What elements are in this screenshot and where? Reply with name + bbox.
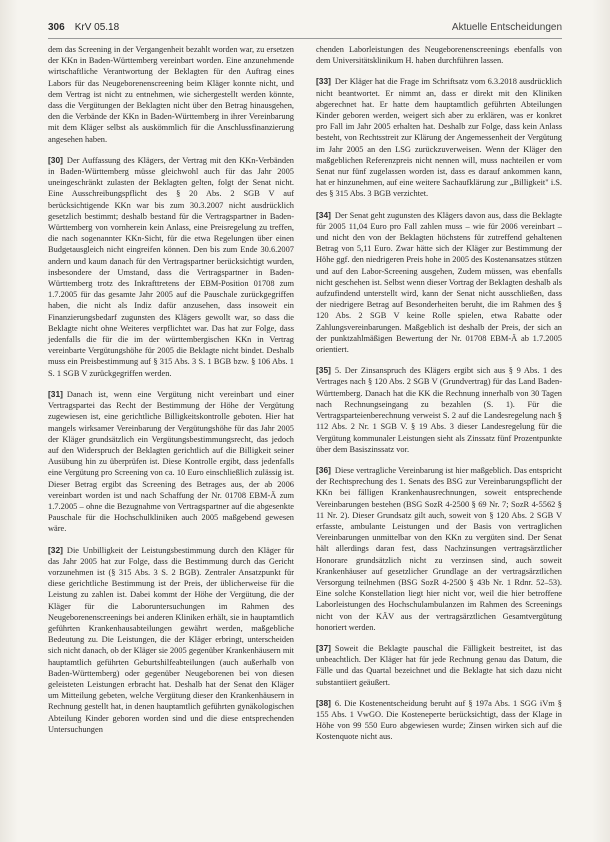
paragraph-number: [31] (48, 388, 63, 399)
paragraph (48, 389, 294, 535)
journal-name: KrV 05.18 (74, 22, 120, 33)
paragraph (48, 44, 294, 145)
header-rule (48, 38, 562, 39)
page-number: 306 (48, 22, 65, 33)
paragraph-number: [38] (316, 697, 331, 708)
paragraph-number: [36] (316, 464, 331, 475)
paragraph-text: Soweit die Beklagte pauschal die Fälligkeit bestreitet, ist das unbeachtlich. Der Kläger hat für jede Rechnung genau das Datum, die Fälle und das Quartal bezeichnet und die Beklagte hat sich dazu nicht substantiiert geäußert. (316, 643, 562, 687)
paragraph-number: [35] (316, 365, 331, 376)
paragraph-number: [30] (48, 154, 63, 165)
paragraph-text: 5. Der Zinsanspruch des Klägers ergibt sich aus § 9 Abs. 1 des Vertrages nach § 120 Abs. 2 SGB V (Grundvertrag) für das Land Baden-Württemberg. Danach hat die KK die Rechnung innerhalb von 30 Tagen nach Rechnungseingang zu bezahlen (S. 1). Für die Vertragsparteienberechnung verweist S. 2 auf die Landesregelung nach § 112 Abs. 2 Nr. 1 SGB V. § 19 Abs. 3 dieser Landesregelung für die Vergütung kommunaler Leistungen sieht als Zinssatz fünf Prozentpunkte über dem Basiszinssatz vor. (316, 366, 562, 454)
paragraph (316, 465, 562, 633)
paragraph (316, 365, 562, 455)
paragraph (316, 643, 562, 688)
paragraph-text: chenden Laborleistungen des Neugeborenenscreenings ebenfalls von dem Universitätsklinikum H. haben durchführen lassen. (316, 45, 562, 66)
paragraph-text: dem das Screening in der Vergangenheit bezahlt worden war, zu ersetzen der KKn in Baden-Württemberg vereinbart worden. Eine anzunehmende wirtschaftliche Verantwortung der Beklagten für den Auftrag eines Labors für das Neugeborenenscreening beim Kläger konnte nicht, und dem Vertrag ist nicht zu entnehmen, wie sichergestellt werden könnte, dass die Vergütungen der Beklagten nicht über den Betrag hinausgehen, den die Verbände der KKn in Baden-Württemberg in ihrer Vereinbarung mit dem Kläger selbst als auskömmlich für die Anschlussfinanzierung angesehen haben. (48, 45, 294, 144)
paragraph-text: Der Senat geht zugunsten des Klägers davon aus, dass die Beklagte für 2005 11,04 Euro pro Fall zahlen muss – wie für 2006 vereinbart – und nicht den von der Beklagten höchstens für zutreffend gehaltenen Betrag von 5,11 Euro. Zwar hätte sich der Kläger zur Bestimmung der Höhe ggf. den niedrigeren Preis hohe in 2005 des Kostenansatzes stützen und auf den Labor-Screening ausgehen, Zudem müssen, was ebenfalls nicht geschehen ist. Selbst wenn dieser Vortrag der Beklagten deshalb als aufzufindend unterstellt wird, kann der Senat nicht ausschließen, dass der niedrigere Betrag auf Besonderheiten beruht, die im Rahmen des § 120 Abs. 2 SGB V keine Rolle spielen, etwa Rabatte oder Zahlungsvereinbarungen. Maßgeblich ist deshalb der Preis, der sich an der punktzahlmäßigen Bewertung der Nr. 01708 EBM-Ä ab 1.7.2005 orientiert. (316, 210, 562, 355)
paragraph-text: Die Unbilligkeit der Leistungsbestimmung durch den Kläger für das Jahr 2005 hat zur Folge, dass die Bestimmung durch das Gericht vorzunehmen ist (§ 315 Abs. 3 S. 2 BGB). Zentraler Ansatzpunkt für diese gerichtliche Bestimmung ist der Preis, der üblicherweise für die Leistung zu zahlen ist. Dabei kommt der Höhe der Vergütung, die der Kläger für die Laboruntersuchungen im Rahmen des Neugeborenenscreenings bei anderen Kliniken erhält, sie in hauptamtlich geführten Krankenhausabteilungen gewährt werden, maßgebliche Bedeutung zu. Die Leistungen, die der Kläger erbringt, unterscheiden sich nicht danach, ob der Kläger sie 2005 gegenüber Krankenhäusern mit hauptamtlich geführten Geburtshilfeabteilungen (auch außerhalb von Baden-Württemberg) oder gegenüber Neugeborenen bei von diesen geleisteten Leistungen erbracht hat. Deshalb hat der Senat den Kläger um Mitteilung gebeten, welche Vergütung dieser den Krankenhäusern in Rechnung gestellt hat, in denen hauptamtlich geführten gynäkologischen Abteilung Kinder geboren worden sind und die diese entsprechenden Untersuchungen (48, 545, 294, 734)
right-column (316, 44, 562, 753)
paragraph-number: [33] (316, 76, 331, 87)
paragraph (48, 545, 294, 735)
paragraph-number: [37] (316, 642, 331, 653)
paragraph (48, 155, 294, 379)
paragraph (316, 698, 562, 743)
left-column (48, 44, 294, 745)
paragraph (316, 210, 562, 356)
paragraph-text: 6. Die Kostenentscheidung beruht auf § 197a Abs. 1 SGG iVm § 155 Abs. 1 VwGO. Die Kosteneperte berücksichtigt, dass der Klage in Höhe von 99 550 Euro abgewiesen wurde; Zinsen wirken sich auf die Kostenquote nicht aus. (316, 698, 562, 742)
paragraph-number: [34] (316, 209, 331, 220)
paragraph-text: Der Auffassung des Klägers, der Vertrag mit den KKn-Verbänden in Baden-Württemberg müsse gleichwohl auch für das Jahr 2005 uneingeschränkt zulasten der Beklagten gelten, folgt der Senat nicht. Eine Ausschreibungspflicht des § 20 Abs. 2 SGB V auf berücksichtigende KKn war bis zum 30.3.2007 nicht ausdrücklich gesetzlich bestimmt; deshalb bestand für die Vertragspartner in Baden-Württemberg von vornherein kein Anlass, eine Preisregelung zu treffen, die nach sogenannter KKn-Sicht, für die etwa Regelungen über einen Budgetausgleich nicht eingreifen können. Den bis zum Ende 30.6.2007 andern und kaum danach für den Vertragspartner berücksichtigt wurden, insbesondere der Umstand, dass die Vertragspartner in Baden-Württemberg trotz des Inkrafttretens der EBM-Position 01708 zum 1.7.2005 für das gesamte Jahr 2005 auf die Pauschale zurückgegriffen haben, die nicht als Indiz dafür anzusehen, dass insoweit ein Finanzierungsbedarf zugunsten des Klägers gewollt war, so dass die Beklagte nicht ohne Weiteres verpflichtet war. Das hat zur Folge, dass jedenfalls die für die im der württembergischen KKn in Vertrag vereinbarte Vergütungshöhe für 2005 die Beklagte nicht bindet. Deshalb muss ein Preisbestimmung auf § 315 Abs. 3 S. 1 BGB bzw. § 106 Abs. 1 S. 1 SGB V zurückgegriffen werden. (48, 155, 294, 378)
running-header (48, 22, 562, 36)
paragraph-text: Danach ist, wenn eine Vergütung nicht vereinbart und einer Vertragspartei das Recht der Bestimmung der Höhe der Vergütung zugewiesen ist, eine gerichtliche Billigkeitskontrolle geboten. Hier hat mangels wirksamer Vereinbarung der Vergütungshöhe für das Jahr 2005 der Kläger grundsätzlich ein Vergütungsbestimmungsrecht, das jedoch auf den Widerspruch der Beklagten gerichtlich auf die Billigkeit seiner Ausübung hin zu überprüfen ist. Diese Kontrolle ergibt, dass jedenfalls eine Vergütung pro Screening von ca. 10 Euro einschließlich zulässig ist. Dieser Betrag ergibt das Screening des Betrages aus, der ab 2006 vereinbart worden ist und nach Schaffung der Nr. 01708 EBM-Ä zum 1.7.2005 – ohne die Bezugnahme von Vertragspartner auf die abgesenkte Pauschale für die Hochschulkliniken auch 2005 maßgebend gewesen wäre. (48, 389, 294, 534)
paragraph-text: Diese vertragliche Vereinbarung ist hier maßgeblich. Das entspricht der Rechtsprechung des 1. Senats des BSG zur Vereinbarungspflicht der KKn bei fälligen Krankenhausrechnungen, soweit entsprechende Vereinbarungen bestehen (BSG SozR 4-2500 § 69 Nr. 7; SozR 4-5562 § 11 Nr. 2). Dieser Grundsatz gilt auch, soweit von § 120 Abs. 2 SGB V erfasste, ambulante Leistungen und der Basis von vertraglichen Vereinbarungen unmittelbar von den KKn zu vergüten sind. Der Senat hält allerdings daran fest, dass Nachzinsungen vertragsärztlicher Honorare grundsätzlich nicht zu verzinsen sind, auch soweit Krankenhäuser auf gesetzlicher Grundlage an der vertragsärztlichen Versorgung teilnehmen (BSG SozR 4-2500 § 43b Nr. 1 Rdnr. 52–53). Eine solche Konstellation liegt hier nicht vor, weil die hier betroffene Laborleistungen des Hochschulambulanzen im Rahmen des Screenings nicht von der KÄV aus der vertragsärztlichen Gesamtvergütung honoriert werden. (316, 465, 562, 632)
paragraph (316, 76, 562, 199)
paragraph-text: Der Kläger hat die Frage im Schriftsatz vom 6.3.2018 ausdrücklich nicht beantwortet. Er nimmt an, dass er direkt mit den Kliniken abgerechnet hat. Er hatte dem hauptamtlich geführten Abteilungen Kinder geboren werden, weigert sich aber zu erklären, was er konkret pro Fall im Jahr 2005 erhalten hat. Deshalb zur Folge, dass kein Anlass besteht, von Rechtsstreit zur Klärung der Angemessenheit der Vergütung im Jahr 2005 an den LSG zurückzuverweisen. Wenn der Kläger den maßgeblichen Referenzpreis nicht nennen will, muss nachteilen er vom Senat nur fünf zugelassen worden ist, dass es darauf ankommen kann, hat er hinzunehmen, auf eine weitere Sachaufklärung zur „Billigkeit" i.S. des § 315 Abs. 3 BGB verzichtet. (316, 77, 562, 199)
section-title: Aktuelle Entscheidungen (451, 22, 562, 33)
paragraph-number: [32] (48, 544, 63, 555)
paragraph (316, 44, 562, 66)
